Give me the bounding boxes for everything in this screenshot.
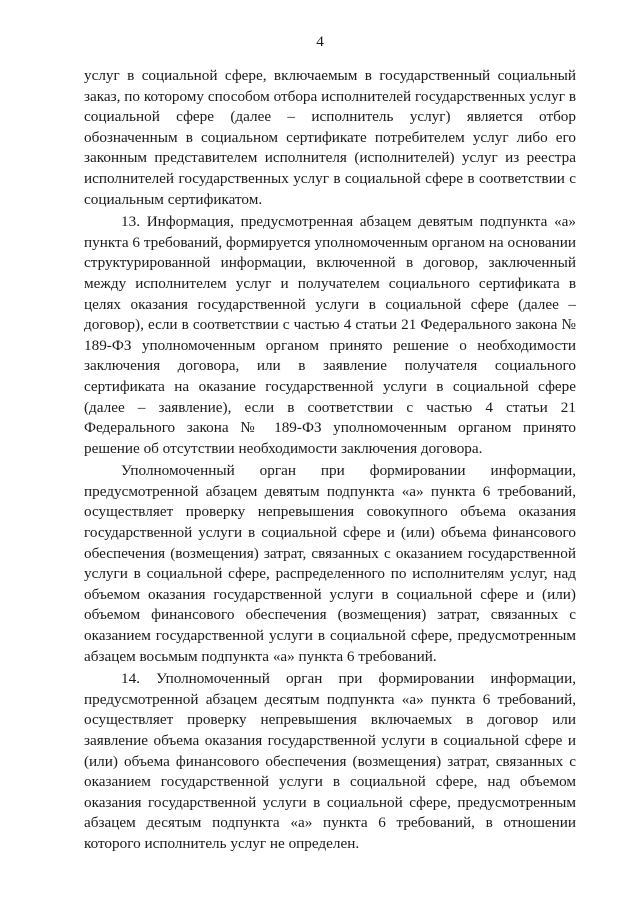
paragraph-clause-14: 14. Уполномоченный орган при формировании информации, предусмотренной абзацем десятым подпункта «а» пункта 6 требований, осуществляет проверку непревышения включаемых в договор или заявление объема оказания государственной услуги в социальной сфере и (или) объема финансового обеспечения (возмещения) затрат, связанных с оказанием государственной услуги в социальной сфере, над объемом оказания государственной услуги в социальной сфере, предусмотренным абзацем десятым подпункта «а» пункта 6 требований, в отношении которого исполнитель услуг не определен. xyxy=(84,670,576,852)
page-number: 4 xyxy=(316,33,324,50)
paragraph-clause-13-part-2: Уполномоченный орган при формировании информации, предусмотренной абзацем девятым подпункта «а» пункта 6 требований, осуществляет проверку непревышения совокупного объема оказания государственной услуги в социальной сфере и (или) объема финансового обеспечения (возмещения) затрат, связанных с оказанием государственной услуги в социальной сфере, распределенного по исполнителям услуг, над объемом оказания государственной услуги в социальной сфере и (или) объемом финансового обеспечения (возмещения) затрат, связанных с оказанием государственной услуги в социальной сфере, предусмотренным абзацем восьмым подпункта «а» пункта 6 требований. xyxy=(84,462,576,665)
paragraph-1: услуг в социальной сфере, включаемым в государственный социальный заказ, по которому способом отбора исполнителей государственных услуг в социальной сфере (далее – исполнитель услуг) является отбор обозначенным в социальном сертификате потребителем услуг либо его законным представителем исполнителя (исполнителей) услуг из реестра исполнителей государственных услуг в социальной сфере в соответствии с социальным сертификатом. xyxy=(84,67,576,208)
paragraph-clause-13: 13. Информация, предусмотренная абзацем девятым подпункта «а» пункта 6 требований, формируется уполномоченным органом на основании структурированной информации, включенной в договор, заключенный между исполнителем услуг и получателем социального сертификата в целях оказания государственной услуги в социальной сфере (далее – договор), если в соответствии с частью 4 статьи 21 Федерального закона № 189-ФЗ уполномоченным органом принято решение о необходимости заключения договора, или в заявление получателя социального сертификата на оказание государственной услуги в социальной сфере (далее – заявление), если в соответствии с частью 4 статьи 21 Федерального закона № 189-ФЗ уполномоченным органом принято решение об отсутствии необходимости заключения договора. xyxy=(84,213,576,457)
document-body xyxy=(84,66,576,857)
